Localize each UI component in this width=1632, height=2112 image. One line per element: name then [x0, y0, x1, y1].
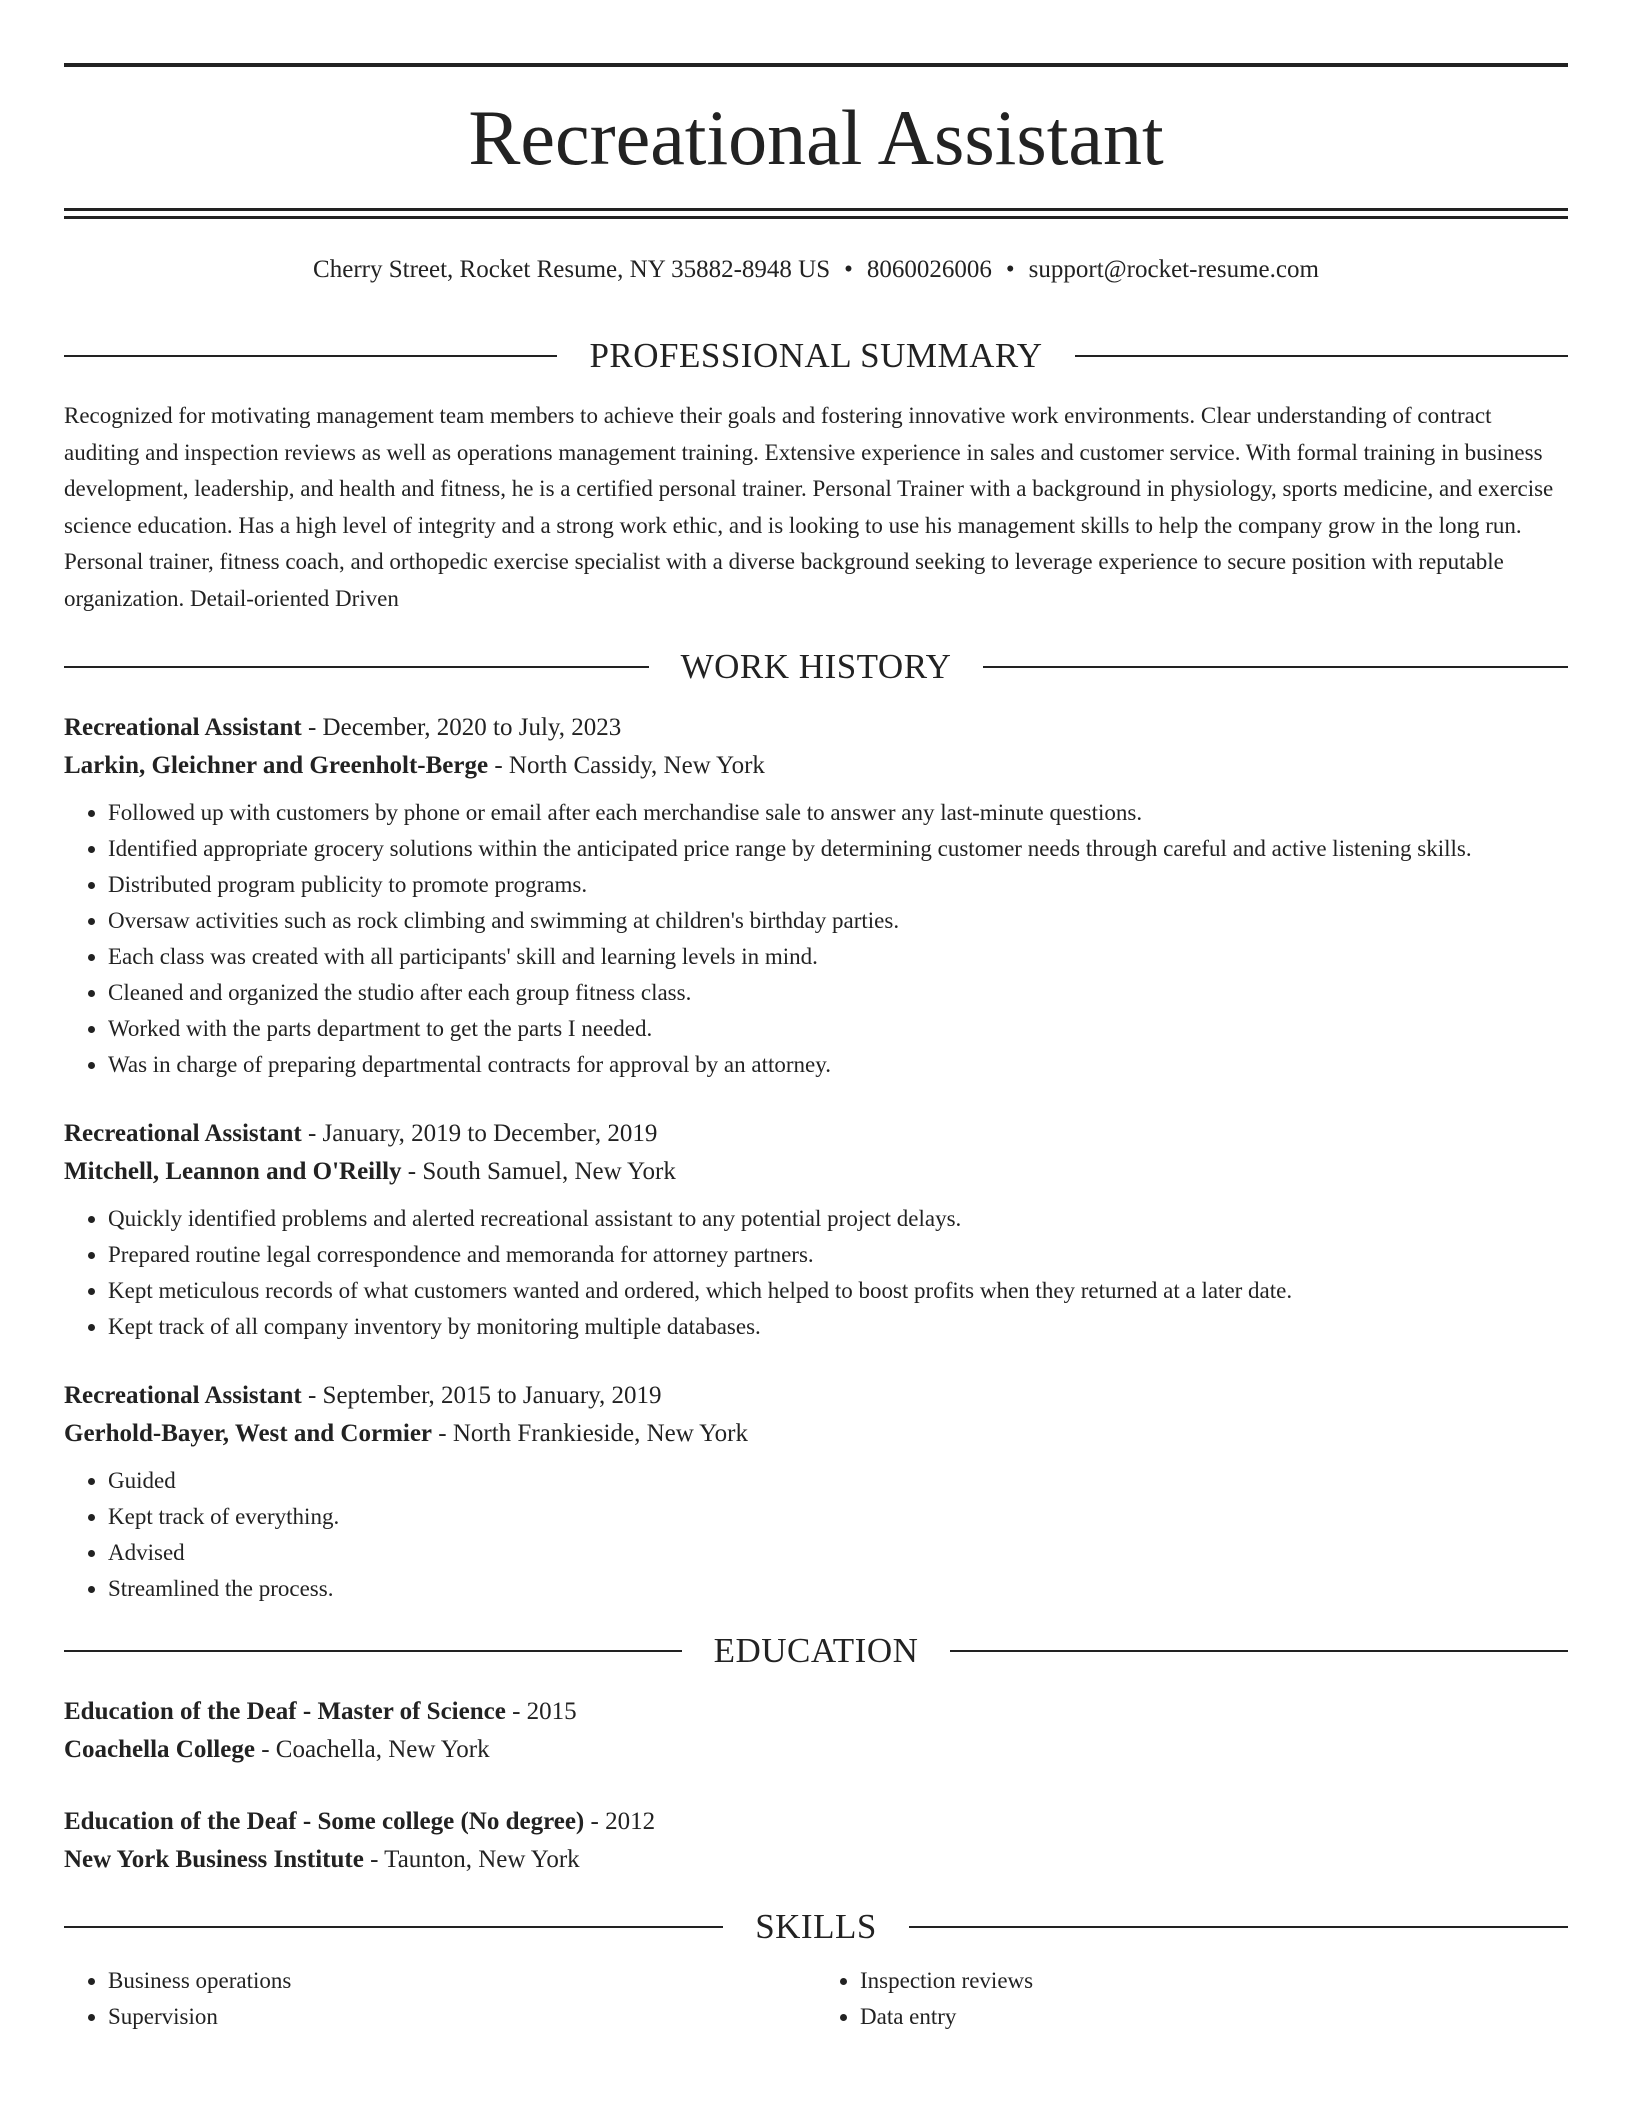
job-bullet: • Guided	[108, 1463, 1568, 1499]
job-dates: - September, 2015 to January, 2019	[301, 1382, 662, 1409]
section-rule	[1075, 355, 1568, 357]
job-bullet: • Cleaned and organized the studio after each group fitness class.	[108, 975, 1568, 1011]
education-location: - Coachella, New York	[254, 1736, 490, 1763]
contact-phone: 8060026006	[866, 256, 992, 283]
section-title-skills: SKILLS	[755, 1907, 877, 1946]
job-entry	[64, 709, 1568, 1083]
job-title: Recreational Assistant	[64, 1120, 302, 1147]
job-bullet: • Streamlined the process.	[108, 1571, 1568, 1607]
section-rule	[950, 1650, 1568, 1652]
job-location: - South Samuel, New York	[401, 1158, 676, 1185]
skill-item: • Data entry	[860, 1999, 1568, 2035]
section-title-education: EDUCATION	[713, 1631, 919, 1670]
education-entry	[64, 1693, 1568, 1769]
job-location: - North Cassidy, New York	[488, 752, 765, 779]
job-bullet: • Advised	[108, 1535, 1568, 1571]
job-dates: - January, 2019 to December, 2019	[301, 1120, 658, 1147]
resume-body	[64, 328, 1568, 2035]
job-bullets	[64, 1201, 1568, 1345]
title-rule-lower	[64, 216, 1568, 219]
skills-column-left	[64, 1963, 816, 2035]
job-bullet: • Identified appropriate grocery solutions within the anticipated price range by determining customer needs through careful and active listening skills.	[108, 831, 1568, 867]
education-year: - 2015	[505, 1698, 577, 1725]
job-bullet: • Distributed program publicity to promote programs.	[108, 867, 1568, 903]
resume-name: Recreational Assistant	[468, 94, 1164, 181]
job-bullet: • Worked with the parts department to get the parts I needed.	[108, 1011, 1568, 1047]
education-year: - 2012	[584, 1808, 656, 1835]
section-rule	[64, 666, 649, 668]
section-header-summary	[64, 328, 1568, 384]
skills-list	[64, 1963, 1568, 2035]
skill-item: • Inspection reviews	[860, 1963, 1568, 1999]
job-location: - North Frankieside, New York	[432, 1420, 748, 1447]
job-bullet: • Oversaw activities such as rock climbing and swimming at children's birthday parties.	[108, 903, 1568, 939]
skill-item: • Business operations	[108, 1963, 816, 1999]
section-rule	[983, 666, 1568, 668]
job-bullet: • Each class was created with all participants' skill and learning levels in mind.	[108, 939, 1568, 975]
job-entry	[64, 1115, 1568, 1345]
job-bullet: • Followed up with customers by phone or email after each merchandise sale to answer any last-minute questions.	[108, 795, 1568, 831]
section-header-work	[64, 639, 1568, 695]
education-location: - Taunton, New York	[363, 1846, 580, 1873]
top-rule	[64, 63, 1568, 67]
section-header-skills	[64, 1899, 1568, 1955]
job-bullet: • Kept track of everything.	[108, 1499, 1568, 1535]
skills-column-right	[816, 1963, 1568, 2035]
education-entry	[64, 1803, 1568, 1879]
job-bullet: • Kept track of all company inventory by monitoring multiple databases.	[108, 1309, 1568, 1345]
contact-address: Cherry Street, Rocket Resume, NY 35882-8948 US	[313, 256, 831, 283]
skill-item: • Supervision	[108, 1999, 816, 2035]
contact-separator: •	[1005, 256, 1015, 283]
job-company: Larkin, Gleichner and Greenholt-Berge	[64, 752, 489, 779]
education-degree: Education of the Deaf - Master of Science	[64, 1698, 506, 1725]
contact-email: support@rocket-resume.com	[1028, 256, 1319, 283]
contact-line	[64, 254, 1568, 286]
job-bullet: • Quickly identified problems and alerted recreational assistant to any potential project delays.	[108, 1201, 1568, 1237]
title-rule-upper	[64, 208, 1568, 211]
job-title: Recreational Assistant	[64, 1382, 302, 1409]
job-company: Mitchell, Leannon and O'Reilly	[64, 1158, 402, 1185]
job-bullet: • Kept meticulous records of what customers wanted and ordered, which helped to boost profits when they returned at a later date.	[108, 1273, 1568, 1309]
contact-separator: •	[844, 256, 853, 283]
job-dates: - December, 2020 to July, 2023	[301, 714, 622, 741]
section-title-work: WORK HISTORY	[680, 647, 952, 686]
education-school: Coachella College	[64, 1736, 255, 1763]
job-bullet: • Was in charge of preparing departmental contracts for approval by an attorney.	[108, 1047, 1568, 1083]
education-school: New York Business Institute	[64, 1846, 364, 1873]
section-rule	[64, 355, 557, 357]
section-title-summary: PROFESSIONAL SUMMARY	[589, 336, 1043, 375]
section-rule	[909, 1926, 1568, 1928]
job-entry	[64, 1377, 1568, 1607]
job-bullets	[64, 795, 1568, 1083]
job-title: Recreational Assistant	[64, 714, 302, 741]
job-bullet: • Prepared routine legal correspondence and memoranda for attorney partners.	[108, 1237, 1568, 1273]
education-degree: Education of the Deaf - Some college (No degree)	[64, 1808, 585, 1835]
section-rule	[64, 1650, 682, 1652]
section-header-education	[64, 1623, 1568, 1679]
job-company: Gerhold-Bayer, West and Cormier	[64, 1420, 433, 1447]
section-rule	[64, 1926, 723, 1928]
summary-text: Recognized for motivating management team members to achieve their goals and fostering innovative work environments. Clear understanding of contract auditing and inspection reviews as well as operations management training. Extensive experience in sales and customer service. With formal training in business development, leadership, and health and fitness, he is a certified personal trainer. Personal Trainer with a background in physiology, sports medicine, and exercise science education. Has a high level of integrity and a strong work ethic, and is looking to use his management skills to help the company grow in the long run. Personal trainer, fitness coach, and orthopedic exercise specialist with a diverse background seeking to leverage experience to secure position with reputable organization. Detail-oriented Driven	[64, 403, 1554, 611]
job-bullets	[64, 1463, 1568, 1607]
